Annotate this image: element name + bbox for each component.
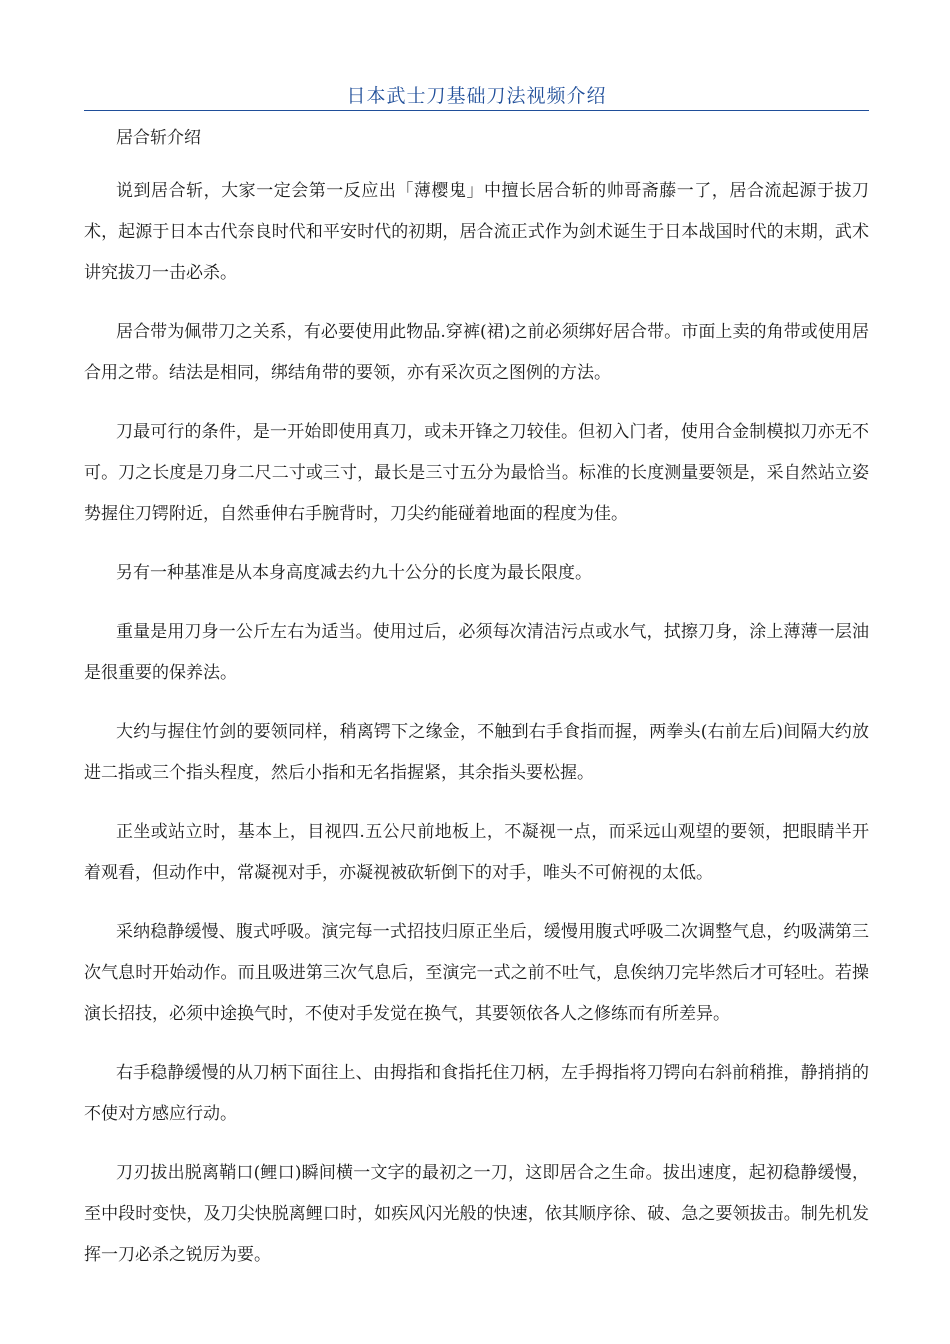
- paragraph: 采纳稳静缓慢、腹式呼吸。演完每一式招技归原正坐后，缓慢用腹式呼吸二次调整气息，约吸满第三次气息时开始动作。而且吸进第三次气息后，至演完一式之前不吐气，息俟纳刀完毕然后才可轻吐。若操演长招技，必须中途换气时，不使对手发觉在换气，其要领依各人之修练而有所差异。: [84, 922, 869, 1024]
- document-title: 日本武士刀基础刀法视频介绍: [346, 85, 607, 107]
- title-underline: [84, 110, 869, 111]
- paragraph: 重量是用刀身一公斤左右为适当。使用过后，必须每次清洁污点或水气，拭擦刀身，涂上薄薄一层油是很重要的保养法。: [84, 622, 869, 683]
- document-body: [84, 123, 869, 1276]
- paragraph: 刀刃拔出脱离鞘口(鲤口)瞬间横一文字的最初之一刀，这即居合之生命。拔出速度，起初稳静缓慢，至中段时变快，及刀尖快脱离鲤口时，如疾风闪光般的快速，依其顺序徐、破、急之要领拔击。制先机发挥一刀必杀之锐厉为要。: [84, 1163, 869, 1265]
- paragraph: 右手稳静缓慢的从刀柄下面往上、由拇指和食指托住刀柄，左手拇指将刀锷向右斜前稍推，静捎捎的不使对方感应行动。: [84, 1063, 869, 1124]
- paragraph: 正坐或站立时，基本上，目视四.五公尺前地板上，不凝视一点，而采远山观望的要领，把眼睛半开着观看，但动作中，常凝视对手，亦凝视被砍斩倒下的对手，唯头不可俯视的太低。: [84, 822, 869, 883]
- paragraph: 大约与握住竹剑的要领同样，稍离锷下之缘金，不触到右手食指而握，两拳头(右前左后)间隔大约放进二指或三个指头程度，然后小指和无名指握紧，其余指头要松握。: [84, 722, 869, 783]
- paragraph: 另有一种基准是从本身高度减去约九十公分的长度为最长限度。: [116, 563, 592, 583]
- paragraph: 说到居合斩，大家一定会第一反应出「薄樱鬼」中擅长居合斩的帅哥斋藤一了，居合流起源于拔刀术，起源于日本古代奈良时代和平安时代的初期，居合流正式作为剑术诞生于日本战国时代的末期，武术讲究拔刀一击必杀。: [84, 181, 869, 283]
- paragraph: 刀最可行的条件，是一开始即使用真刀，或未开锋之刀较佳。但初入门者，使用合金制模拟刀亦无不可。刀之长度是刀身二尺二寸或三寸，最长是三寸五分为最恰当。标准的长度测量要领是，采自然站立姿势握住刀锷附近，自然垂伸右手腕背时，刀尖约能碰着地面的程度为佳。: [84, 422, 869, 524]
- section-heading: 居合斩介绍: [116, 128, 201, 148]
- paragraph: 居合带为佩带刀之关系，有必要使用此物品.穿裤(裙)之前必须绑好居合带。市面上卖的角带或使用居合用之带。结法是相同，绑结角带的要领，亦有采次页之图例的方法。: [84, 322, 869, 383]
